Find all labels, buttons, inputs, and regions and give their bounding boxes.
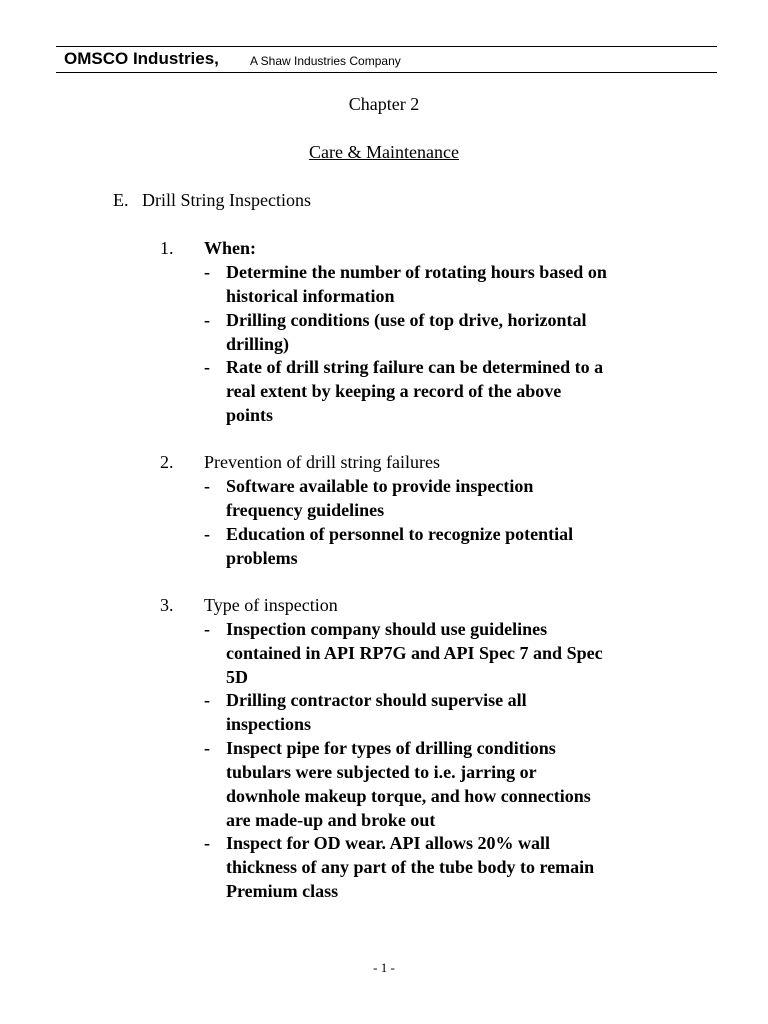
bullet-line: Drilling conditions (use of top drive, horizontal <box>226 310 587 330</box>
company-tagline: A Shaw Industries Company <box>250 54 401 68</box>
bullet-dash: - <box>204 476 210 496</box>
bullet-line: contained in API RP7G and API Spec 7 and Spec <box>226 643 603 663</box>
bullet-line: Drilling contractor should supervise all <box>226 690 527 710</box>
bullet-dash: - <box>204 738 210 758</box>
page-number: - 1 - <box>373 960 395 975</box>
bullet-line: points <box>226 405 274 425</box>
bullet-line: Inspect for OD wear. API allows 20% wall <box>226 833 550 853</box>
bullet-line: 5D <box>226 667 248 687</box>
item-title <box>160 595 338 616</box>
bullet-line: Software available to provide inspection <box>226 476 534 496</box>
bullet-dash: - <box>204 524 210 544</box>
bullet-dash: - <box>204 357 210 377</box>
bullet-line: Inspect pipe for types of drilling conditions <box>226 738 556 758</box>
bullet-line: downhole makeup torque, and how connections <box>226 786 591 806</box>
section-letter: E. <box>113 190 129 210</box>
item-label: Type of inspection <box>204 595 338 615</box>
item-title <box>160 452 440 473</box>
bullet-dash: - <box>204 833 210 853</box>
company-name: OMSCO Industries, <box>64 49 219 68</box>
item-label: When: <box>204 238 257 258</box>
item-number: 1. <box>160 238 174 258</box>
chapter-subtitle: Care & Maintenance <box>309 142 459 162</box>
section-heading <box>113 190 311 211</box>
item-title <box>160 238 256 259</box>
bullet-line: thickness of any part of the tube body to remain <box>226 857 595 877</box>
bullet-dash: - <box>204 262 210 282</box>
bullet-line: Education of personnel to recognize potential <box>226 524 574 544</box>
bullet-dash: - <box>204 310 210 330</box>
bullet-line: frequency guidelines <box>226 500 385 520</box>
bullet-line: inspections <box>226 714 312 734</box>
item-number: 3. <box>160 595 174 615</box>
page-header <box>56 46 717 73</box>
item-label: Prevention of drill string failures <box>204 452 440 472</box>
bullet-line: tubulars were subjected to i.e. jarring or <box>226 762 537 782</box>
bullet-line: Inspection company should use guidelines <box>226 619 548 639</box>
bullet-line: Premium class <box>226 881 339 901</box>
bullet-dash: - <box>204 690 210 710</box>
bullet-line: real extent by keeping a record of the above <box>226 381 562 401</box>
item-number: 2. <box>160 452 174 472</box>
chapter-title: Chapter 2 <box>348 94 420 114</box>
bullet-line: Rate of drill string failure can be determined to a <box>226 357 604 377</box>
section-title: Drill String Inspections <box>142 190 311 210</box>
bullet-line: problems <box>226 548 298 568</box>
bullet-line: Determine the number of rotating hours based on <box>226 262 607 282</box>
bullet-dash: - <box>204 619 210 639</box>
bullet-line: drilling) <box>226 334 290 354</box>
bullet-line: are made-up and broke out <box>226 810 436 830</box>
bullet-line: historical information <box>226 286 395 306</box>
